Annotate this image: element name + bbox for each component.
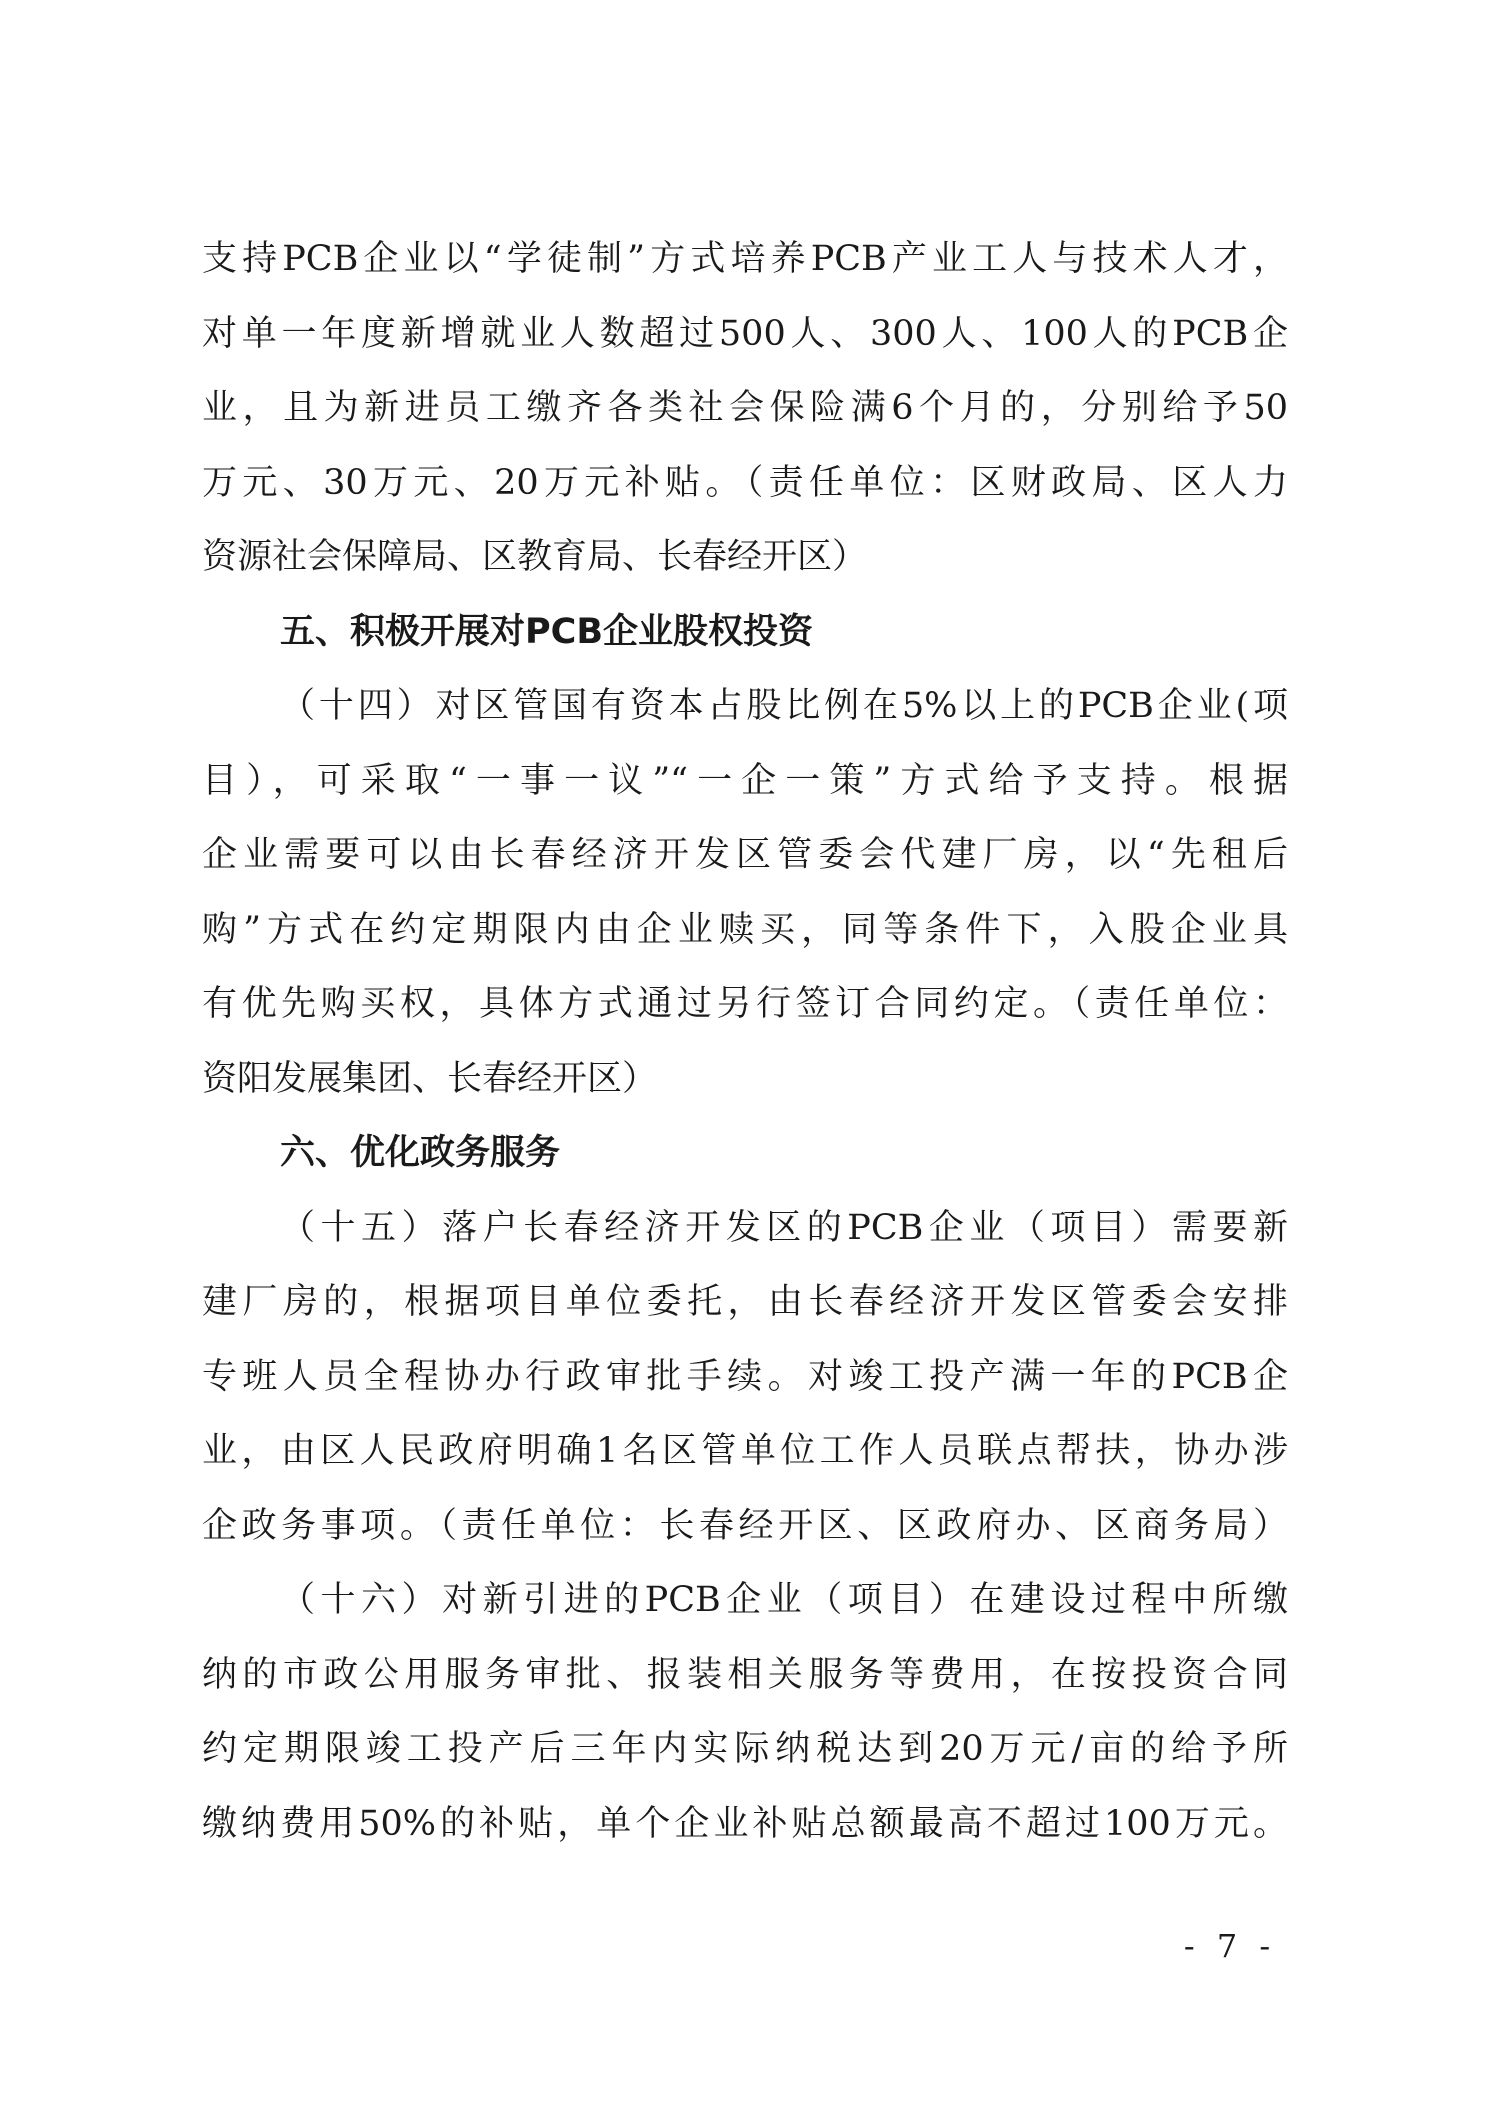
body-line: 资阳发展集团、长春经开区）: [202, 1058, 658, 1099]
paragraph-14-start: （十四）对区管国有资本占股比例在5%以上的PCB企业(项: [280, 686, 1288, 726]
body-line: 业，由区人民政府明确1名区管单位工作人员联点帮扶，协办涉: [202, 1431, 1288, 1471]
body-line: 业，且为新进员工缴齐各类社会保险满6个月的，分别给予50: [202, 388, 1288, 428]
body-line: 建厂房的，根据项目单位委托，由长春经济开发区管委会安排: [202, 1282, 1288, 1322]
body-line: 资源社会保障局、区教育局、长春经开区）: [202, 537, 868, 577]
body-line: 纳的市政公用服务审批、报装相关服务等费用，在按投资合同: [202, 1654, 1288, 1695]
section-heading-6: 六、优化政务服务: [280, 1133, 561, 1173]
body-line: 约定期限竣工投产后三年内实际纳税达到20万元/亩的给予所: [202, 1729, 1288, 1769]
body-line: 专班人员全程协办行政审批手续。对竣工投产满一年的PCB企: [202, 1356, 1288, 1397]
body-line: 企业需要可以由长春经济开发区管委会代建厂房，以“先租后: [202, 835, 1288, 875]
body-line: 企政务事项。（责任单位：长春经开区、区政府办、区商务局）: [202, 1505, 1288, 1546]
section-heading-5: 五、积极开展对PCB企业股权投资: [280, 611, 814, 652]
body-line: 万元、30万元、20万元补贴。（责任单位：区财政局、区人力: [202, 462, 1288, 503]
body-line: 购”方式在约定期限内由企业赎买，同等条件下，入股企业具: [202, 909, 1288, 950]
body-line: 有优先购买权，具体方式通过另行签订合同约定。（责任单位：: [202, 984, 1288, 1024]
paragraph-15-start: （十五）落户长春经济开发区的PCB企业（项目）需要新: [280, 1207, 1288, 1248]
paragraph-16-start: （十六）对新引进的PCB企业（项目）在建设过程中所缴: [280, 1580, 1288, 1620]
body-line: 缴纳费用50%的补贴，单个企业补贴总额最高不超过100万元。: [202, 1803, 1288, 1844]
document-body: [202, 222, 1288, 1861]
body-line: 目），可采取“一事一议”“一企一策”方式给予支持。根据: [202, 760, 1288, 801]
body-line: 支持PCB企业以“学徒制”方式培养PCB产业工人与技术人才，: [202, 239, 1288, 279]
page-number: - 7 -: [1183, 1927, 1277, 1965]
body-line: 对单一年度新增就业人数超过500人、300人、100人的PCB企: [202, 313, 1288, 354]
